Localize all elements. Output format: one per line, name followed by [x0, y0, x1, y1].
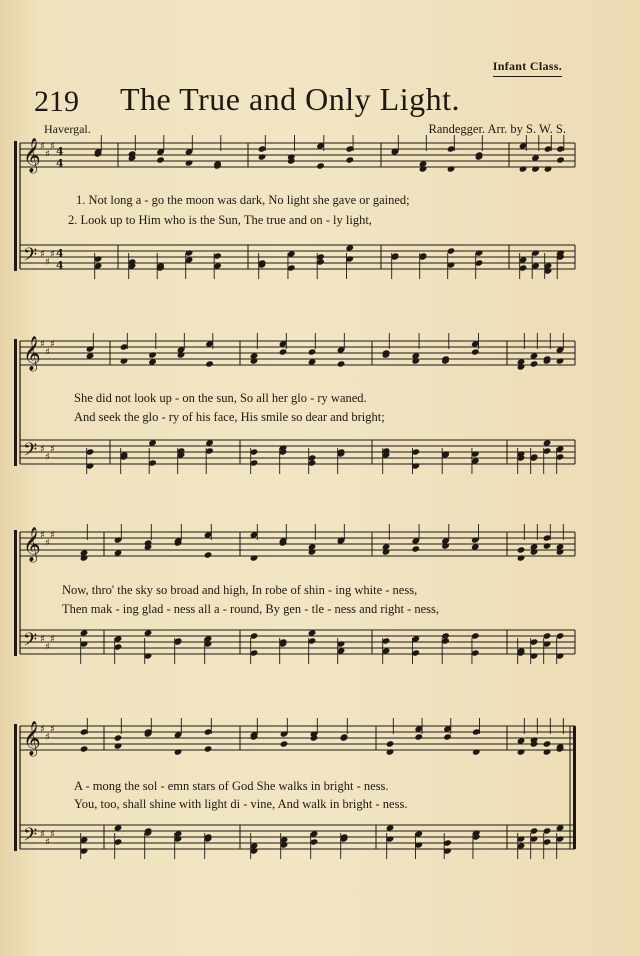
note-head	[556, 548, 565, 555]
note-head	[530, 548, 539, 555]
note-head	[280, 740, 289, 747]
treble-clef-icon: 𝄞	[23, 138, 41, 173]
note-head	[80, 745, 89, 752]
time-signature: 4	[56, 259, 64, 272]
note-head	[443, 733, 452, 740]
note-head	[204, 745, 213, 752]
sharp-icon: ♯	[50, 141, 55, 152]
note-head	[530, 360, 539, 367]
note-head	[386, 748, 395, 755]
sharp-icon: ♯	[45, 538, 50, 549]
sharp-icon: ♯	[50, 829, 55, 840]
bass-clef-icon: 𝄢	[23, 630, 38, 655]
note-head	[205, 360, 214, 367]
sharp-icon: ♯	[40, 530, 45, 541]
note-head	[386, 740, 395, 747]
hymn-title: The True and Only Light.	[120, 81, 460, 117]
sharp-icon: ♯	[50, 444, 55, 455]
note-head	[447, 165, 456, 172]
sharp-icon: ♯	[45, 257, 50, 268]
note-head	[411, 357, 420, 364]
sharp-icon: ♯	[40, 724, 45, 735]
note-head	[156, 156, 165, 163]
sharp-icon: ♯	[45, 642, 50, 653]
note-head	[114, 742, 123, 749]
note-head	[114, 734, 123, 741]
sharp-icon: ♯	[45, 732, 50, 743]
time-signature: 4	[56, 145, 64, 158]
note-head	[556, 156, 565, 163]
sharp-icon: ♯	[40, 249, 45, 260]
note-head	[204, 551, 213, 558]
bass-clef-icon: 𝄢	[23, 825, 38, 850]
sharp-icon: ♯	[40, 444, 45, 455]
note-head	[517, 554, 526, 561]
treble-clef-icon: 𝄞	[23, 336, 41, 371]
author-credit: Havergal.	[44, 122, 91, 136]
sharp-icon: ♯	[50, 339, 55, 350]
note-head	[517, 748, 526, 755]
treble-clef-icon: 𝄞	[23, 721, 41, 756]
note-head	[556, 357, 565, 364]
sharp-icon: ♯	[40, 141, 45, 152]
system-bracket	[14, 530, 17, 656]
lyric-line-verse-1: 1. Not long a - go the moon was dark, No light she gave or gained;	[76, 193, 410, 207]
note-head	[517, 363, 526, 370]
note-head	[177, 351, 186, 358]
system-bracket	[14, 724, 17, 851]
note-head	[258, 153, 267, 160]
note-head	[544, 165, 553, 172]
sharp-icon: ♯	[40, 634, 45, 645]
note-head	[345, 156, 354, 163]
sharp-icon: ♯	[45, 347, 50, 358]
note-head	[308, 548, 317, 555]
note-head	[531, 165, 540, 172]
sharp-icon: ♯	[45, 149, 50, 160]
note-head	[414, 733, 423, 740]
sharp-icon: ♯	[45, 837, 50, 848]
note-head	[120, 357, 129, 364]
system-bracket	[14, 141, 17, 271]
note-head	[279, 348, 288, 355]
note-head	[185, 159, 194, 166]
note-head	[148, 351, 157, 358]
treble-clef-icon: 𝄞	[23, 527, 41, 562]
note-head	[543, 740, 552, 747]
lyric-line-verse-1: She did not look up - on the sun, So all her glo - ry waned.	[74, 391, 367, 405]
note-head	[316, 162, 325, 169]
note-head	[543, 542, 552, 549]
note-head	[337, 360, 346, 367]
section-heading: Infant Class.	[493, 59, 562, 77]
composer-credit: Randegger. Arr. by S. W. S.	[428, 122, 566, 136]
lyric-line-verse-1: Now, thro' the sky so broad and high, In robe of shin - ing white - ness,	[62, 583, 418, 597]
note-head	[250, 357, 259, 364]
note-head	[382, 548, 391, 555]
note-head	[519, 165, 528, 172]
sharp-icon: ♯	[45, 452, 50, 463]
note-head	[471, 348, 480, 355]
note-head	[174, 748, 183, 755]
note-head	[517, 546, 526, 553]
note-head	[411, 545, 420, 552]
time-signature: 4	[56, 157, 64, 170]
note-head	[441, 542, 450, 549]
lyric-line-verse-2: And seek the glo - ry of his face, His smile so dear and bright;	[74, 410, 385, 424]
lyric-line-verse-1: A - mong the sol - emn stars of God She walks in bright - ness.	[74, 779, 389, 793]
system-bracket	[14, 339, 17, 466]
sharp-icon: ♯	[40, 829, 45, 840]
sharp-icon: ♯	[40, 339, 45, 350]
note-head	[419, 165, 428, 172]
note-head	[308, 348, 317, 355]
note-head	[250, 554, 259, 561]
lyric-line-verse-2: 2. Look up to Him who is the Sun, The true and on - ly light,	[68, 213, 372, 227]
sharp-icon: ♯	[50, 530, 55, 541]
time-signature: 4	[56, 247, 64, 260]
lyric-line-verse-2: Then mak - ing glad - ness all a - round, By gen - tle - ness and right - ness,	[62, 602, 439, 616]
lyric-line-verse-2: You, too, shall shine with light di - vine, And walk in bright - ness.	[74, 797, 408, 811]
sharp-icon: ♯	[50, 724, 55, 735]
note-head	[543, 748, 552, 755]
note-head	[80, 554, 89, 561]
bass-clef-icon: 𝄢	[23, 245, 38, 270]
note-head	[472, 748, 481, 755]
sharp-icon: ♯	[50, 249, 55, 260]
bass-clef-icon: 𝄢	[23, 440, 38, 465]
hymn-number: 219	[34, 85, 79, 118]
sharp-icon: ♯	[50, 634, 55, 645]
